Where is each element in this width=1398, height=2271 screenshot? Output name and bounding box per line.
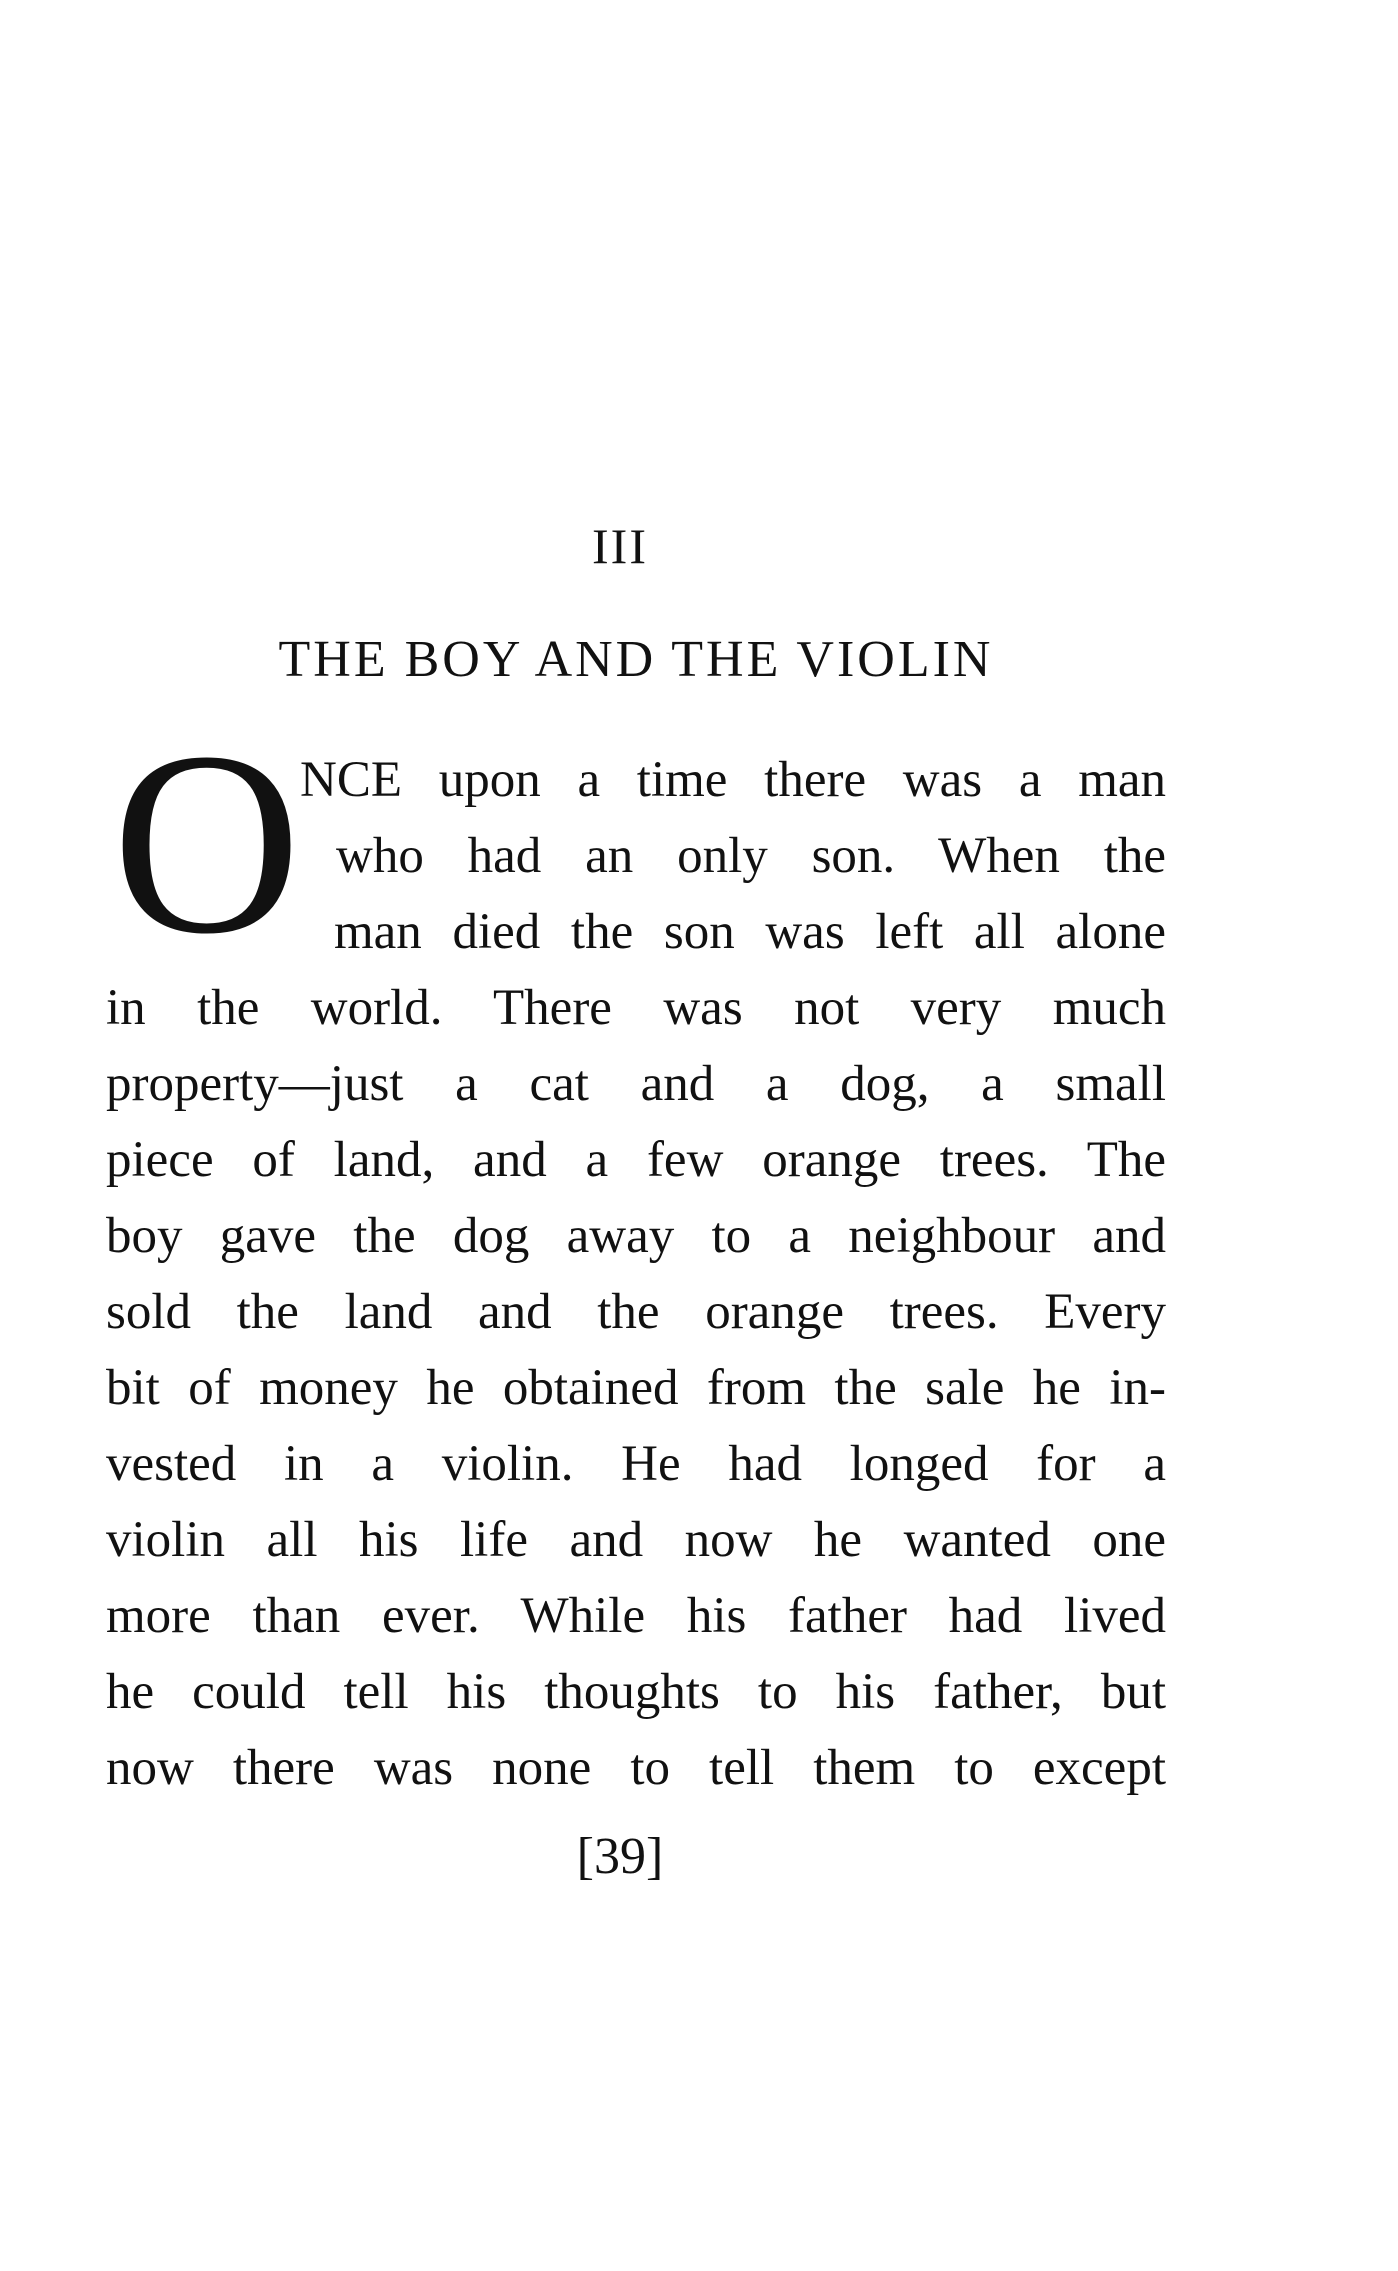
- chapter-number: III: [592, 518, 648, 574]
- text-line: sold the land and the orange trees. Every: [106, 1284, 1166, 1340]
- page-number: [39]: [576, 1828, 664, 1885]
- text-line: vested in a violin. He had longed for a: [106, 1436, 1166, 1492]
- text-line: NCE upon a time there was a man: [300, 752, 1166, 808]
- text-line: now there was none to tell them to except: [106, 1740, 1166, 1796]
- chapter-title: THE BOY AND THE VIOLIN: [278, 631, 994, 688]
- text-line: violin all his life and now he wanted one: [106, 1512, 1166, 1568]
- text-line: property—just a cat and a dog, a small: [106, 1056, 1166, 1112]
- text-line: who had an only son. When the: [336, 828, 1166, 884]
- drop-cap: O: [112, 698, 302, 988]
- text-line: in the world. There was not very much: [106, 980, 1166, 1036]
- text-line: man died the son was left all alone: [334, 904, 1166, 960]
- text-line: boy gave the dog away to a neighbour and: [106, 1208, 1166, 1264]
- text-line: more than ever. While his father had lived: [106, 1588, 1166, 1644]
- text-line: piece of land, and a few orange trees. The: [106, 1132, 1166, 1188]
- text-line: he could tell his thoughts to his father, but: [106, 1664, 1166, 1720]
- text-line: bit of money he obtained from the sale he in-: [106, 1360, 1166, 1416]
